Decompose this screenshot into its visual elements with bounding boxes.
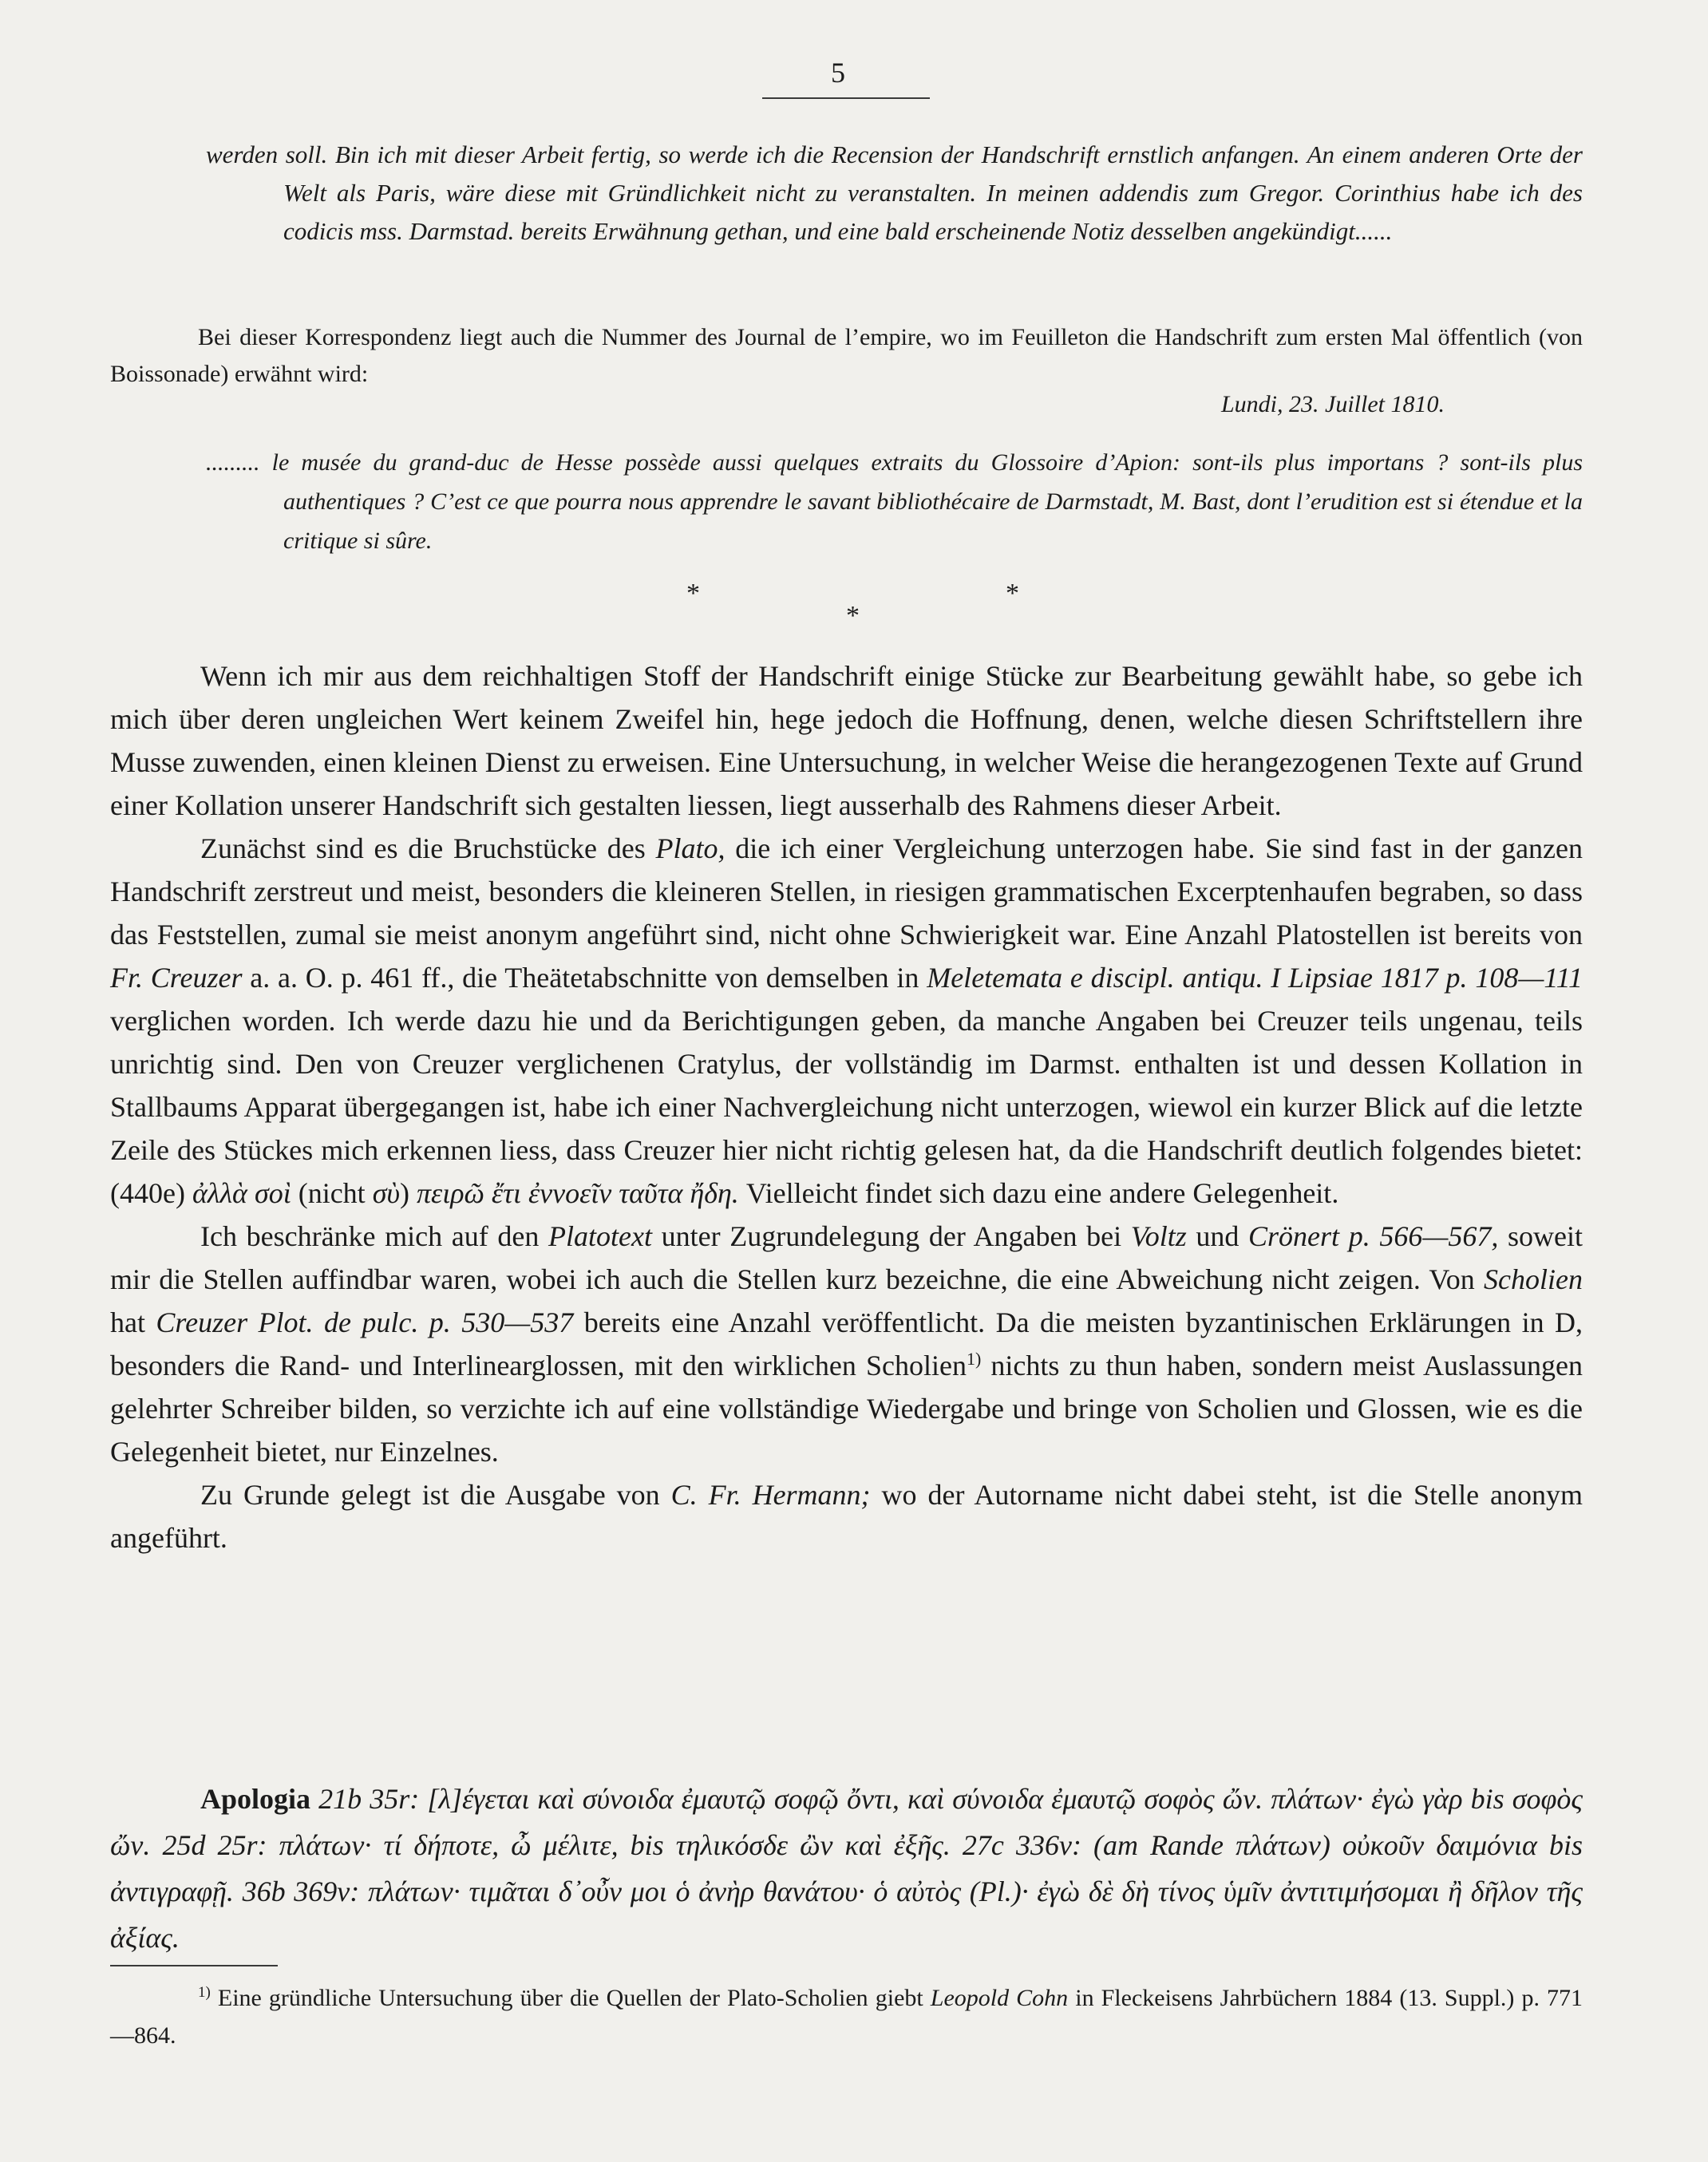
correspondence-paragraph	[110, 319, 1583, 393]
german-letter-quote	[206, 136, 1583, 251]
apologia-paragraph	[110, 1776, 1583, 1961]
greek-text: πειρῶ ἔτι ἐννοεῖν ταῦτα ἤδη.	[416, 1177, 739, 1209]
page-number-rule	[762, 97, 930, 99]
apologia-entry	[110, 1776, 1583, 1961]
greek-text: ἀλλὰ σοὶ	[192, 1177, 291, 1209]
paragraph-introduction: Wenn ich mir aus dem reichhaltigen Stoff der Handschrift einige Stücke zur Bearbeitung gewählt habe, so gebe ich mich über deren ungleichen Wert keinem Zweifel hin, hege jedoch die Hoffnung, denen, welche diesen Schriftstellern ihre Musse zuwenden, einen kleinen Dienst zu erweisen. Eine Untersuchung, in welcher Weise die herangezogenen Texte auf Grund einer Kollation unserer Handschrift sich gestalten liessen, liegt ausserhalb des Rahmens dieser Arbeit.	[110, 660, 1583, 821]
journal-dateline: Lundi, 23. Juillet 1810.	[1221, 391, 1445, 417]
footnote-number: 1)	[198, 1984, 211, 2001]
french-journal-quote	[206, 443, 1583, 560]
footnote	[110, 1979, 1583, 2054]
section-asterism	[686, 579, 1022, 630]
greek-text: σὺ	[372, 1177, 400, 1209]
footnote-text: $^{1)}$ Eine gründliche Untersuchung über die Quellen der Plato-Scholien giebt Leopold Cohn in Fleckeisens Jahrbüchern 1884 (13. Suppl.) p. 771—864.	[110, 1984, 1583, 2049]
paragraph-plato-fragments: Zunächst sind es die Bruchstücke des Plato, die ich einer Vergleichung unterzogen habe. Sie sind fast in der ganzen Handschrift zerstreut und meist, besonders die kleineren Stellen, in riesigen grammatischen Excerptenhaufen begraben, so dass das Feststellen, zumal sie meist anonym angeführt sind, nicht ohne Schwierigkeit war. Eine Anzahl Platostellen ist bereits von Fr. Creuzer a. a. O. p. 461 ff., die Theätetabschnitte von demselben in Meletemata e discipl. antiqu. I Lipsiae 1817 p. 108—111 verglichen worden. Ich werde dazu hie und da Berichtigungen geben, da manche Angaben bei Creuzer teils ungenau, teils unrichtig sind. Den von Creuzer verglichenen Cratylus, der vollständig im Darmst. enthalten ist und dessen Kollation in Stallbaums Apparat übergegangen ist, habe ich einer Nachvergleichung nicht unterzogen, wiewol ein kurzer Blick auf die letzte Zeile des Stückes mich erkennen liess, dass Creuzer hier nicht richtig gelesen hat, da die Handschrift deutlich folgendes bietet: (440e) ἀλλὰ σοὶ (nicht σὺ) πειρῶ ἔτι ἐννοεῖν ταῦτα ἤδη. Vielleicht findet sich dazu eine andere Gelegenheit.	[110, 832, 1583, 1209]
apologia-text: 21b 35r: [λ]έγεται καὶ σύνοιδα ἐμαυτῷ σοφῷ ὄντι, καὶ σύνοιδα ἐμαυτῷ σοφὸς ὤν. πλάτων· ἐγὼ γὰρ bis σοφὸς ὤν. 25d 25r: πλάτων· τί δήποτε, ὦ μέλιτε, bis τηλικόσδε ὢν καὶ ἐξῆς. 27c 336v: (am Rande πλάτων) οὐκοῦν δαιμόνια bis ἀντιγραφῇ. 36b 369v: πλάτων· τιμᾶται δ᾽οὖν μοι ὁ ἀνὴρ θανάτου· ὁ αὐτὸς (Pl.)· ἐγὼ δὲ δὴ τίνος ὑμῖν ἀντιτιμήσομαι ἢ δῆλον τῆς ἀξίας.	[110, 1783, 1583, 1954]
paragraph-edition: Zu Grunde gelegt ist die Ausgabe von C. Fr. Hermann; wo der Autorname nicht dabei steht, ist die Stelle anonym angeführt.	[110, 1479, 1583, 1554]
german-quote-text: werden soll. Bin ich mit dieser Arbeit fertig, so werde ich die Recension der Handschrift ernstlich anfangen. An einem anderen Orte der Welt als Paris, wäre diese mit Gründlichkeit nicht zu veranstalten. In meinen addendis zum Gregor. Corinthius habe ich des codicis mss. Darmstad. bereits Erwähnung gethan, und eine bald erscheinende Notiz desselben angekündigt......	[206, 140, 1583, 245]
correspondence-text: Bei dieser Korrespondenz liegt auch die Nummer des Journal de l’empire, wo im Feuilleton die Handschrift zum ersten Mal öffentlich (von Boissonade) erwähnt wird:	[110, 324, 1583, 387]
asterisk-left: *	[686, 579, 700, 608]
asterisk-right: *	[1006, 579, 1019, 608]
paragraph-method: Ich beschränke mich auf den Platotext unter Zugrundelegung der Angaben bei Voltz und Crönert p. 566—567, soweit mir die Stellen auffindbar waren, wobei ich auch die Stellen kurz bezeichne, die eine Abweichung nicht zeigen. Von Scholien hat Creuzer Plot. de pulc. p. 530—537 bereits eine Anzahl veröffentlicht. Da die meisten byzantinischen Erklärungen in D, besonders die Rand- und Interlinearglossen, mit den wirklichen Scholien$^{1)}$ nichts zu thun haben, sondern meist Auslassungen gelehrter Schreiber bilden, so verzichte ich auf eine vollständige Wiedergabe und bringe von Scholien und Glossen, wie es die Gelegenheit bietet, nur Einzelnes.	[110, 1220, 1583, 1468]
french-quote-text: ......... le musée du grand-duc de Hesse possède aussi quelques extraits du Glossoire d’Apion: sont-ils plus importans ? sont-ils plus authentiques ? C’est ce que pourra nous apprendre le savant bibliothécaire de Darmstadt, M. Bast, dont l’erudition est si étendue et la critique si sûre.	[206, 449, 1583, 554]
asterisk-center: *	[846, 601, 860, 630]
page-number: 5	[831, 57, 845, 89]
footnote-marker: 1)	[966, 1349, 982, 1369]
main-body-text	[110, 654, 1583, 1559]
footnote-rule	[110, 1965, 278, 1966]
apologia-heading: Apologia	[200, 1783, 311, 1815]
